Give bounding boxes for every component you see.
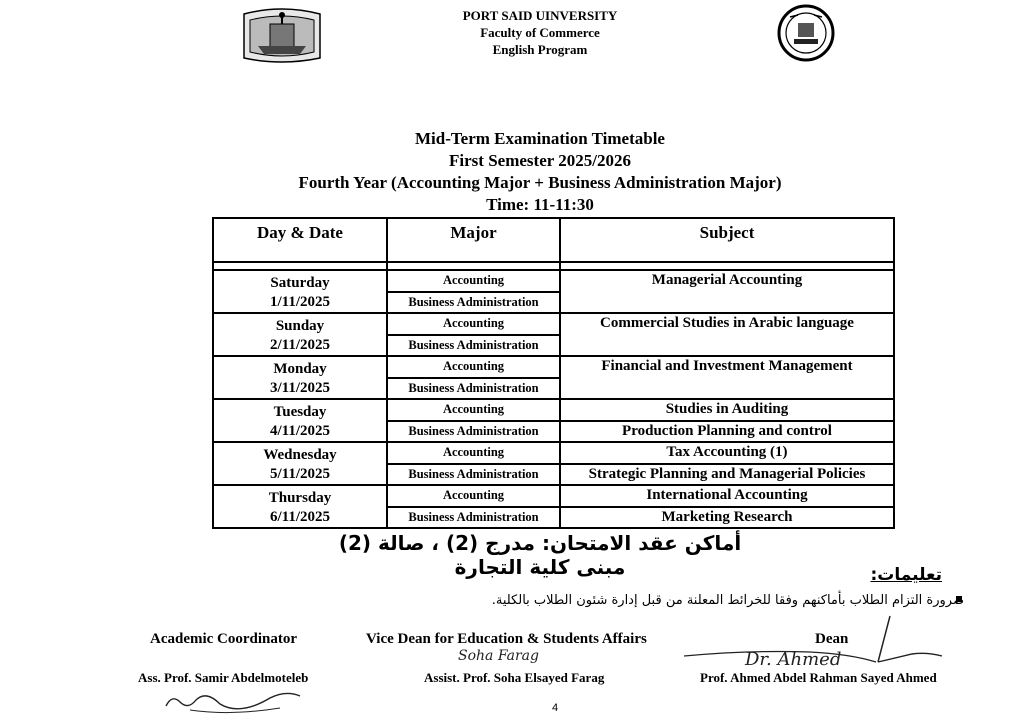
table-row xyxy=(213,485,894,507)
major-business: Business Administration xyxy=(387,464,560,486)
vice-dean-title: Vice Dean for Education & Students Affairs xyxy=(366,631,647,647)
university-name: PORT SAID UINVERSITY xyxy=(462,8,618,23)
day-cell xyxy=(213,442,387,485)
day-cell xyxy=(213,356,387,399)
day-name: Saturday xyxy=(270,275,330,291)
table-row xyxy=(213,399,894,421)
table-row xyxy=(213,356,894,378)
subject-cell: Managerial Accounting xyxy=(560,270,894,313)
major-business: Business Administration xyxy=(387,378,560,400)
day-name: Sunday xyxy=(275,318,325,334)
day-date: 2/11/2025 xyxy=(269,337,330,353)
day-name: Monday xyxy=(273,361,327,377)
faculty-name: Faculty of Commerce xyxy=(480,25,600,40)
vice-dean-signature: Soha Farag xyxy=(458,648,539,664)
table-row xyxy=(213,270,894,292)
exam-timetable xyxy=(212,217,895,529)
dean-title: Dean xyxy=(815,631,849,647)
subject-business: Marketing Research xyxy=(560,507,894,529)
day-cell xyxy=(213,485,387,528)
page-number: 4 xyxy=(551,702,559,714)
table-row xyxy=(213,313,894,335)
university-logo xyxy=(240,6,324,64)
dean-name: Prof. Ahmed Abdel Rahman Sayed Ahmed xyxy=(700,670,937,685)
day-date: 1/11/2025 xyxy=(269,294,330,310)
major-accounting: Accounting xyxy=(387,356,560,378)
coordinator-title: Academic Coordinator xyxy=(150,631,298,647)
major-business: Business Administration xyxy=(387,292,560,314)
vice-dean-name: Assist. Prof. Soha Elsayed Farag xyxy=(424,670,605,685)
header-day-date: Day & Date xyxy=(213,218,387,262)
table-row xyxy=(213,442,894,464)
day-name: Wednesday xyxy=(263,447,337,463)
day-date: 3/11/2025 xyxy=(269,380,330,396)
subject-accounting: Studies in Auditing xyxy=(560,399,894,421)
major-accounting: Accounting xyxy=(387,270,560,292)
subject-accounting: Tax Accounting (1) xyxy=(560,442,894,464)
instructions-title: تعليمات: xyxy=(870,565,942,585)
day-cell xyxy=(213,399,387,442)
major-accounting: Accounting xyxy=(387,485,560,507)
year-title: Fourth Year (Accounting Major + Business Administration Major) xyxy=(298,173,782,192)
header-major: Major xyxy=(387,218,560,262)
doc-title: Mid-Term Examination Timetable xyxy=(415,129,665,148)
day-cell xyxy=(213,313,387,356)
instruction-item: ضرورة التزام الطلاب بأماكنهم وفقا للخرائط المعلنة من قبل إدارة شئون الطلاب بالكلية. xyxy=(491,593,964,608)
major-business: Business Administration xyxy=(387,421,560,443)
major-business: Business Administration xyxy=(387,335,560,357)
dean-signature xyxy=(680,612,950,672)
time-title: Time: 11-11:30 xyxy=(486,195,594,214)
subject-business: Production Planning and control xyxy=(560,421,894,443)
major-accounting: Accounting xyxy=(387,442,560,464)
subject-cell: Commercial Studies in Arabic language xyxy=(560,313,894,356)
coordinator-signature xyxy=(160,686,310,720)
header-subject: Subject xyxy=(560,218,894,262)
major-business: Business Administration xyxy=(387,507,560,529)
dean-signature-text: Dr. Ahmed xyxy=(745,649,842,670)
table-header-row xyxy=(213,218,894,262)
day-date: 6/11/2025 xyxy=(269,509,330,525)
subject-business: Strategic Planning and Managerial Policies xyxy=(560,464,894,486)
major-accounting: Accounting xyxy=(387,399,560,421)
subject-accounting: International Accounting xyxy=(560,485,894,507)
program-name: English Program xyxy=(492,42,588,57)
day-name: Tuesday xyxy=(273,404,327,420)
semester-title: First Semester 2025/2026 xyxy=(449,151,631,170)
day-name: Thursday xyxy=(268,490,332,506)
day-date: 5/11/2025 xyxy=(269,466,330,482)
subject-cell: Financial and Investment Management xyxy=(560,356,894,399)
day-date: 4/11/2025 xyxy=(269,423,330,439)
coordinator-name: Ass. Prof. Samir Abdelmoteleb xyxy=(138,670,309,685)
faculty-seal xyxy=(776,3,836,63)
major-accounting: Accounting xyxy=(387,313,560,335)
exam-venue: أماكن عقد الامتحان: مدرج (2) ، صالة (2) مبنى كلية التجارة xyxy=(338,531,742,579)
day-cell xyxy=(213,270,387,313)
